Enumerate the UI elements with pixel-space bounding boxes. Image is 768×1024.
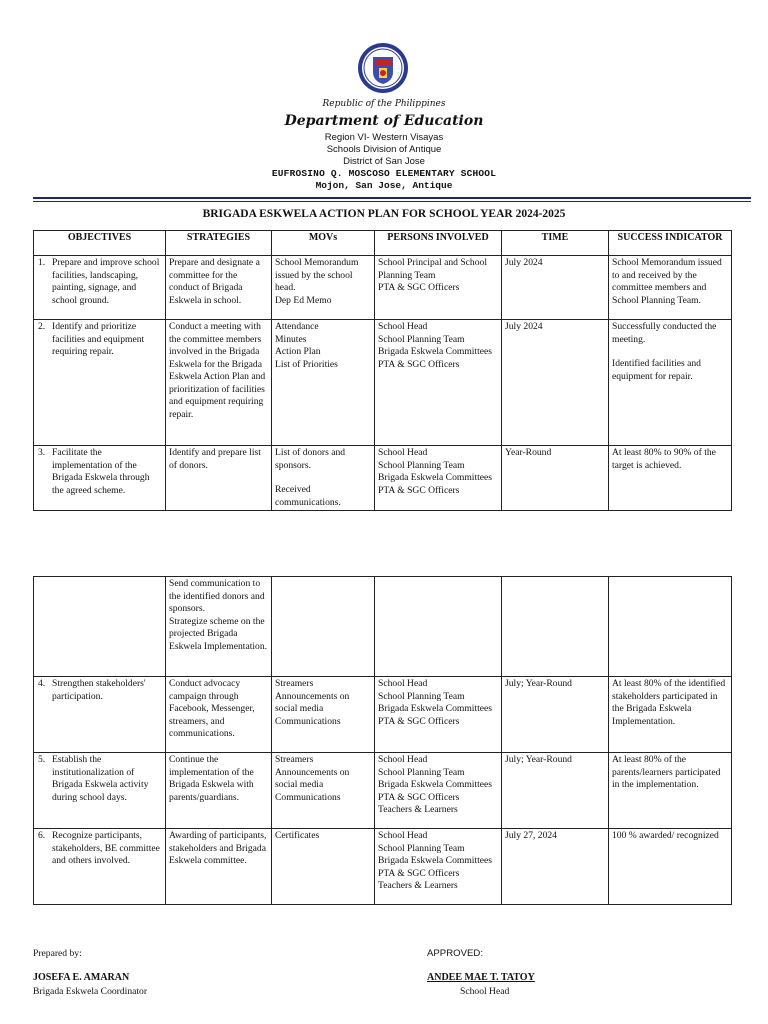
- strategies-cell: [166, 446, 272, 511]
- strategy-text: Prepare and designate a committee for the conduct of Brigada Eskwela in school.: [169, 257, 260, 306]
- objective-number: 5.: [38, 754, 46, 765]
- action-plan-table: [33, 230, 732, 511]
- table-row: [34, 320, 732, 446]
- mov-item: List of Priorities: [275, 358, 338, 370]
- person-item: Brigada Eskwela Committees: [378, 703, 493, 714]
- person-item: PTA & SGC Officers: [378, 282, 460, 293]
- strategy-text: Strategize scheme on the projected Brigada Eskwela Implementation.: [169, 615, 268, 652]
- person-item: PTA & SGC Officers: [378, 867, 460, 879]
- movs-cell: [272, 256, 375, 320]
- indicator-cell: [609, 320, 732, 446]
- strategy-text: Conduct advocacy campaign through Facebook, Messenger, streamers, and communications.: [169, 678, 255, 739]
- person-item: School Head: [378, 447, 428, 458]
- objective-text: Recognize participants, stakeholders, BE committee and others involved.: [52, 830, 160, 866]
- col-objectives: OBJECTIVES: [34, 231, 166, 256]
- objective-number: 2.: [38, 321, 46, 332]
- table-row: [34, 577, 732, 677]
- objective-cell: [34, 677, 166, 753]
- person-item: PTA & SGC Officers: [378, 715, 460, 727]
- prepared-by-role: Brigada Eskwela Coordinator: [33, 986, 148, 997]
- person-item: School Planning Team: [378, 333, 465, 345]
- strategy-text: Send communication to the identified donors and sponsors.: [169, 578, 265, 614]
- prepared-by-name: JOSEFA E. AMARAN: [33, 972, 130, 983]
- strategy-text: Awarding of participants, stakeholders and Brigada Eskwela committee.: [169, 830, 267, 866]
- movs-cell: [272, 446, 375, 511]
- person-item: Teachers & Learners: [378, 880, 458, 891]
- indicator-cell: [609, 677, 732, 753]
- district-line: District of San Jose: [343, 156, 425, 167]
- mov-item: Streamers: [275, 754, 314, 765]
- objective-cell: [34, 577, 166, 677]
- mov-item: Communications: [275, 715, 341, 727]
- person-item: Brigada Eskwela Committees: [378, 779, 493, 790]
- person-item: School Head: [378, 678, 428, 689]
- person-item: Brigada Eskwela Committees: [378, 472, 493, 483]
- indicator-item: 100 % awarded/ recognized: [612, 830, 719, 841]
- approved-by-name: ANDEE MAE T. TATOY: [427, 972, 535, 983]
- mov-item: Streamers: [275, 678, 314, 689]
- objective-text: Prepare and improve school facilities, landscaping, painting, signage, and school ground.: [52, 257, 160, 306]
- person-item: School Planning Team: [378, 459, 465, 471]
- header-divider: [33, 197, 751, 199]
- indicator-item: At least 80% to 90% of the target is achieved.: [612, 447, 716, 471]
- objective-number: 1.: [38, 257, 46, 268]
- header-divider-thin: [33, 201, 751, 202]
- person-item: School Planning Team: [378, 842, 465, 854]
- time-cell: Year-Round: [502, 446, 609, 511]
- col-movs: MOVs: [272, 231, 375, 256]
- time-cell: July 2024: [502, 256, 609, 320]
- mov-item: Certificates: [275, 830, 320, 841]
- mov-item: Attendance: [275, 321, 319, 332]
- action-plan-table-continued: [33, 576, 732, 905]
- objective-cell: [34, 446, 166, 511]
- division-line: Schools Division of Antique: [326, 144, 442, 155]
- objective-cell: [34, 256, 166, 320]
- person-item: School Planning Team: [378, 690, 465, 702]
- indicator-cell: [609, 829, 732, 905]
- mov-item: School Memorandum issued by the school head.: [275, 257, 359, 293]
- objective-number: 4.: [38, 678, 46, 689]
- strategy-text: Conduct a meeting with the committee members involved in the Brigada Eskwela for the Brigada Eskwela Action Plan and prioritization of facilities and equipment requiring repair.: [169, 321, 266, 420]
- strategies-cell: [166, 829, 272, 905]
- republic-line: Republic of the Philippines: [322, 99, 446, 109]
- person-item: Brigada Eskwela Committees: [378, 855, 493, 866]
- mov-item: Dep Ed Memo: [275, 294, 332, 306]
- mov-item: Communications: [275, 791, 341, 803]
- person-item: School Head: [378, 754, 428, 765]
- indicator-cell: [609, 577, 732, 677]
- department-name: Department of Education: [284, 113, 484, 129]
- col-time: TIME: [502, 231, 609, 256]
- person-item: School Planning Team: [378, 766, 465, 778]
- time-cell: [502, 577, 609, 677]
- time-cell: July; Year-Round: [502, 753, 609, 829]
- strategies-cell: [166, 753, 272, 829]
- objective-cell: [34, 829, 166, 905]
- persons-cell: [375, 677, 502, 753]
- indicator-cell: [609, 753, 732, 829]
- table-row: [34, 446, 732, 511]
- table-row: [34, 677, 732, 753]
- time-cell: July 2024: [502, 320, 609, 446]
- school-name: EUFROSINO Q. MOSCOSO ELEMENTARY SCHOOL: [271, 168, 497, 179]
- movs-cell: [272, 677, 375, 753]
- table-row: [34, 829, 732, 905]
- strategy-text: Continue the implementation of the Brigada Eskwela with parents/guardians.: [169, 754, 254, 803]
- strategies-cell: [166, 677, 272, 753]
- movs-cell: [272, 320, 375, 446]
- approved-label: APPROVED:: [427, 948, 483, 959]
- strategies-cell: [166, 320, 272, 446]
- school-address: Mojon, San Jose, Antique: [315, 180, 453, 191]
- indicator-item: Identified facilities and equipment for repair.: [612, 358, 701, 382]
- person-item: PTA & SGC Officers: [378, 484, 460, 496]
- person-item: PTA & SGC Officers: [378, 791, 460, 803]
- objective-number: 6.: [38, 830, 46, 841]
- person-item: Teachers & Learners: [378, 804, 458, 815]
- movs-cell: [272, 753, 375, 829]
- person-item: School Principal and School Planning Team: [378, 257, 487, 281]
- document-title: BRIGADA ESKWELA ACTION PLAN FOR SCHOOL YEAR 2024-2025: [202, 208, 566, 220]
- deped-seal-icon: [357, 42, 409, 94]
- indicator-item: School Memorandum issued to and received by the committee members and School Planning Team.: [612, 257, 722, 306]
- persons-cell: [375, 577, 502, 677]
- person-item: School Head: [378, 321, 428, 332]
- col-persons: PERSONS INVOLVED: [375, 231, 502, 256]
- objective-cell: [34, 320, 166, 446]
- persons-cell: [375, 829, 502, 905]
- movs-cell: [272, 829, 375, 905]
- indicator-cell: [609, 446, 732, 511]
- objective-cell: [34, 753, 166, 829]
- persons-cell: [375, 753, 502, 829]
- table-row: [34, 753, 732, 829]
- indicator-cell: [609, 256, 732, 320]
- indicator-item: At least 80% of the identified stakeholders participated in the Brigada Eskwela Implementation.: [612, 678, 726, 727]
- mov-item: Announcements on social media: [275, 766, 350, 790]
- region-line: Region VI- Western Visayas: [324, 132, 444, 143]
- indicator-item: Successfully conducted the meeting.: [612, 321, 717, 345]
- person-item: School Head: [378, 830, 428, 841]
- persons-cell: [375, 446, 502, 511]
- mov-item: Minutes: [275, 333, 307, 345]
- prepared-by-label: Prepared by:: [33, 948, 82, 959]
- person-item: PTA & SGC Officers: [378, 358, 460, 370]
- strategy-text: Identify and prepare list of donors.: [169, 447, 261, 471]
- strategies-cell: [166, 577, 272, 677]
- strategies-cell: [166, 256, 272, 320]
- objective-text: Strengthen stakeholders' participation.: [52, 678, 146, 702]
- approved-by-role: School Head: [460, 986, 510, 997]
- table-row: [34, 256, 732, 320]
- col-strategies: STRATEGIES: [166, 231, 272, 256]
- objective-text: Facilitate the implementation of the Brigada Eskwela through the agreed scheme.: [52, 447, 150, 496]
- col-success: SUCCESS INDICATOR: [609, 231, 732, 256]
- time-cell: July; Year-Round: [502, 677, 609, 753]
- objective-text: Identify and prioritize facilities and equipment requiring repair.: [52, 321, 145, 357]
- objective-text: Establish the institutionalization of Brigada Eskwela activity during school days.: [52, 754, 149, 803]
- time-cell: July 27, 2024: [502, 829, 609, 905]
- persons-cell: [375, 256, 502, 320]
- objective-number: 3.: [38, 447, 46, 458]
- mov-item: Action Plan: [275, 346, 321, 357]
- mov-item: Announcements on social media: [275, 690, 350, 714]
- mov-item: List of donors and sponsors.: [275, 447, 346, 471]
- persons-cell: [375, 320, 502, 446]
- person-item: Brigada Eskwela Committees: [378, 346, 493, 357]
- mov-item: Received communications.: [275, 484, 341, 508]
- indicator-item: At least 80% of the parents/learners participated in the implementation.: [612, 754, 721, 790]
- movs-cell: [272, 577, 375, 677]
